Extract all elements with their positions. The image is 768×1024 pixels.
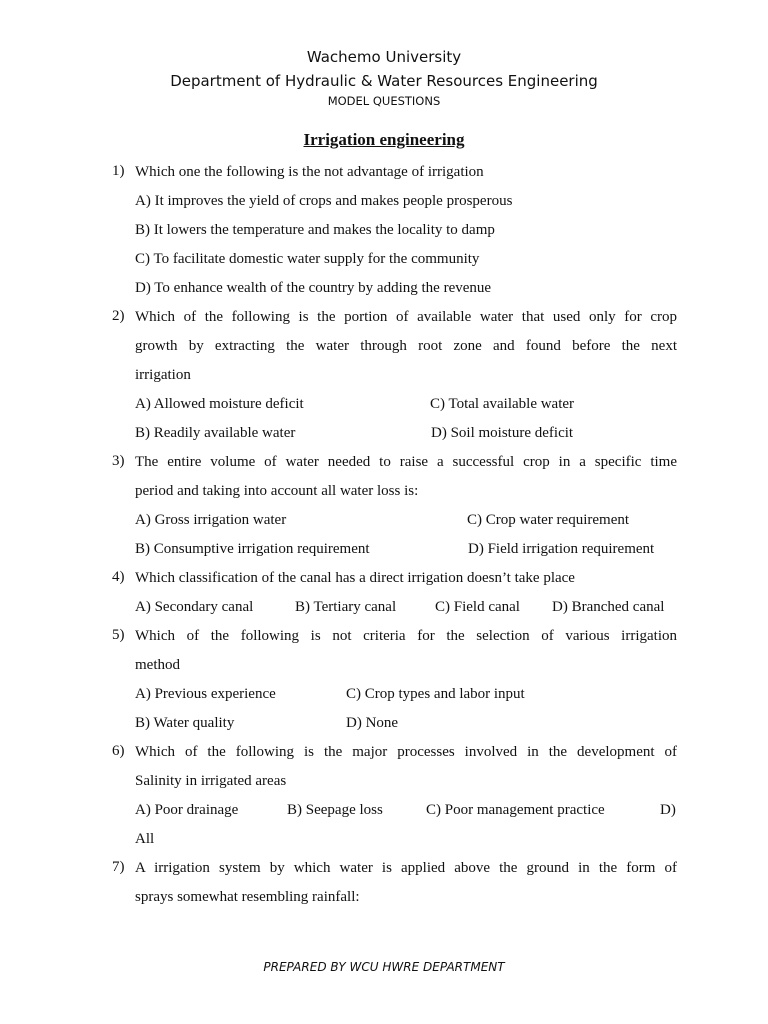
question-text: Which classification of the canal has a direct irrigation doesn’t take place xyxy=(135,570,575,586)
question-number: 6) xyxy=(112,743,125,759)
option: B) Water quality xyxy=(135,715,235,731)
option: C) Crop water requirement xyxy=(467,512,630,528)
option: A) Allowed moisture deficit xyxy=(135,396,304,412)
option: D) Soil moisture deficit xyxy=(431,425,574,441)
option: B) Seepage loss xyxy=(287,802,383,818)
option: C) Crop types and labor input xyxy=(346,686,525,702)
option: B) Tertiary canal xyxy=(295,599,397,615)
question-number: 4) xyxy=(112,569,125,585)
option: B) Readily available water xyxy=(135,425,296,441)
question-text: Salinity in irrigated areas xyxy=(135,773,287,789)
question-text: growth by extracting the water through root zone and found before the next xyxy=(135,338,677,354)
subject-title: Irrigation engineering xyxy=(303,130,465,149)
question-number: 3) xyxy=(112,453,125,469)
option: A) Previous experience xyxy=(135,686,276,702)
question-text: Which one the following is the not advantage of irrigation xyxy=(135,164,484,180)
option: D) None xyxy=(346,715,399,731)
document-type: MODEL QUESTIONS xyxy=(327,94,441,108)
option: A) It improves the yield of crops and makes people prosperous xyxy=(135,193,513,209)
option: C) Total available water xyxy=(430,396,575,412)
option: All xyxy=(135,831,155,847)
option: A) Poor drainage xyxy=(135,802,239,818)
option: D) Field irrigation requirement xyxy=(468,541,655,557)
option: D) Branched canal xyxy=(552,599,665,615)
question-number: 7) xyxy=(112,859,125,875)
option: B) Consumptive irrigation requirement xyxy=(135,541,370,557)
option: C) To facilitate domestic water supply for the community xyxy=(135,251,480,267)
page-footer: PREPARED BY WCU HWRE DEPARTMENT xyxy=(263,960,505,974)
option: D) To enhance wealth of the country by adding the revenue xyxy=(135,280,492,296)
university-name: Wachemo University xyxy=(306,48,462,66)
question-text: Which of the following is the portion of available water that used only for crop xyxy=(135,309,677,325)
question-text: irrigation xyxy=(135,367,191,383)
question-number: 2) xyxy=(112,308,125,324)
question-text: Which of the following is the major processes involved in the development of xyxy=(135,744,677,760)
option: D) xyxy=(660,802,676,818)
question-text: period and taking into account all water loss is: xyxy=(135,483,419,499)
question-text: sprays somewhat resembling rainfall: xyxy=(135,889,360,905)
question-text: Which of the following is not criteria for the selection of various irrigation xyxy=(135,628,677,644)
question-number: 5) xyxy=(112,627,125,643)
option: C) Field canal xyxy=(435,599,520,615)
option: B) It lowers the temperature and makes the locality to damp xyxy=(135,222,495,238)
department-name: Department of Hydraulic & Water Resources Engineering xyxy=(170,72,598,90)
option: C) Poor management practice xyxy=(426,802,605,818)
option: A) Secondary canal xyxy=(135,599,254,615)
question-number: 1) xyxy=(112,163,125,179)
option: A) Gross irrigation water xyxy=(135,512,287,528)
question-text: The entire volume of water needed to raise a successful crop in a specific time xyxy=(135,454,677,470)
question-text: A irrigation system by which water is applied above the ground in the form of xyxy=(135,860,677,876)
question-text: method xyxy=(135,657,180,673)
